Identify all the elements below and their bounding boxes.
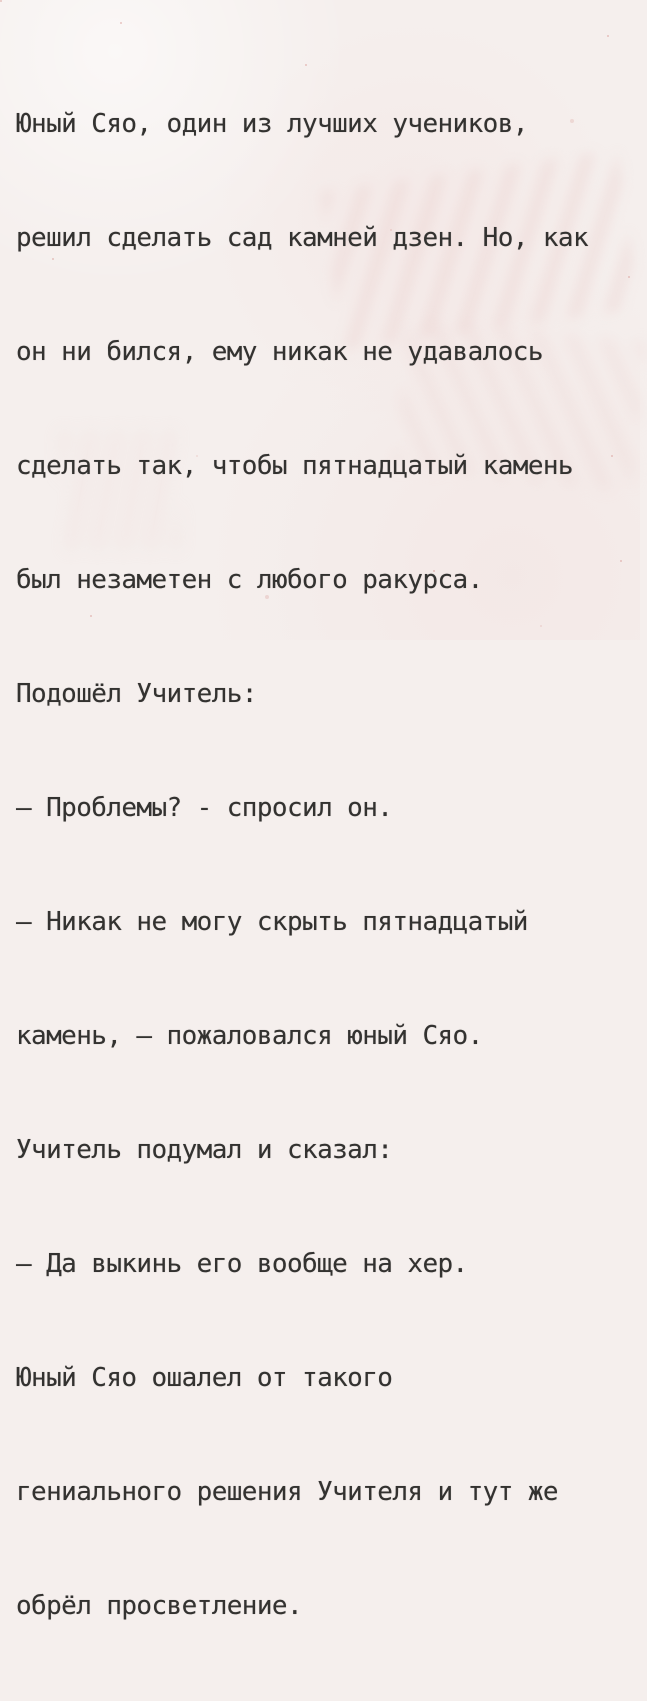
joke-line-1: Юный Сяо, один из лучших учеников, [16, 109, 528, 139]
joke-line-13: гениального решения Учителя и тут же [16, 1477, 558, 1507]
joke-line-3: он ни бился, ему никак не удавалось [16, 337, 543, 367]
joke-line-2: решил сделать сад камней дзен. Но, как [16, 223, 589, 253]
joke-line-9: камень, — пожаловался юный Сяо. [16, 1021, 483, 1051]
paper-speckles [0, 0, 2, 2]
joke-line-5: был незаметен с любого ракурса. [16, 565, 483, 595]
joke-line-4: сделать так, чтобы пятнадцатый камень [16, 451, 573, 481]
joke-line-14: обрёл просветление. [16, 1591, 303, 1621]
joke-line-6: Подошёл Учитель: [16, 679, 257, 709]
joke-line-7: — Проблемы? - спросил он. [16, 793, 393, 823]
joke-line-12: Юный Сяо ошалел от такого [16, 1363, 393, 1393]
joke-text [16, 29, 632, 1701]
joke-line-11: — Да выкинь его вообще на хер. [16, 1249, 468, 1279]
joke-line-10: Учитель подумал и сказал: [16, 1135, 393, 1165]
joke-line-8: — Никак не могу скрыть пятнадцатый [16, 907, 528, 937]
